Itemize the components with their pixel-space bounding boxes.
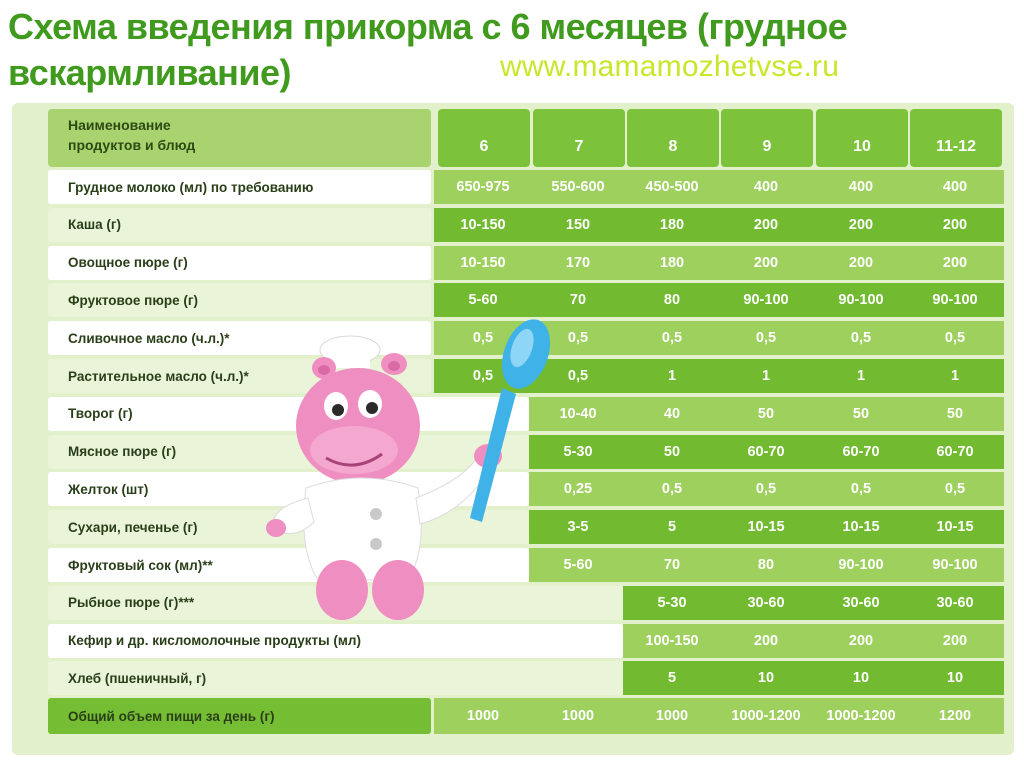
row-label: Сухари, печенье (г) [48, 510, 529, 544]
table-cell: 0,5 [812, 472, 910, 506]
page-title: Схема введения прикорма с 6 месяцев (грудное вскармливание) [8, 6, 848, 93]
table-cell: 200 [812, 624, 910, 658]
table-cell: 150 [529, 208, 627, 242]
row-label: Сливочное масло (ч.л.)* [48, 321, 431, 355]
total-cell: 1000-1200 [717, 698, 815, 734]
table-cell: 80 [717, 548, 815, 582]
table-cell: 30-60 [812, 586, 910, 620]
table-cell: 1 [717, 359, 815, 393]
month-header: 8 [627, 109, 719, 167]
table-cell: 550-600 [529, 170, 627, 204]
table-cell: 30-60 [717, 586, 815, 620]
table-cell: 5 [623, 661, 721, 695]
row-label: Рыбное пюре (г)*** [48, 586, 623, 620]
table-cell: 10 [906, 661, 1004, 695]
table-cell: 200 [906, 246, 1004, 280]
table-cell: 10-15 [812, 510, 910, 544]
table-cell: 0,5 [529, 359, 627, 393]
header-label-line: продуктов и блюд [68, 137, 196, 153]
row-label: Растительное масло (ч.л.)* [48, 359, 431, 393]
table-cell: 0,5 [906, 472, 1004, 506]
month-header: 7 [533, 109, 625, 167]
row-label: Творог (г) [48, 397, 529, 431]
table-cell: 70 [623, 548, 721, 582]
table-cell: 200 [906, 208, 1004, 242]
table-cell: 0,5 [906, 321, 1004, 355]
table-cell: 90-100 [906, 548, 1004, 582]
row-label: Хлеб (пшеничный, г) [48, 661, 623, 695]
pink-hippo-chef-icon [258, 318, 558, 628]
table-cell: 1 [812, 359, 910, 393]
table-cell: 10 [717, 661, 815, 695]
table-cell: 90-100 [812, 548, 910, 582]
table-cell: 0,5 [717, 472, 815, 506]
table-cell: 50 [623, 435, 721, 469]
table-cell: 0,5 [529, 321, 627, 355]
table-cell: 400 [717, 170, 815, 204]
table-cell: 200 [812, 246, 910, 280]
table-cell: 450-500 [623, 170, 721, 204]
table-cell: 0,5 [623, 472, 721, 506]
table-cell: 70 [529, 283, 627, 317]
table-cell: 90-100 [717, 283, 815, 317]
table-cell: 100-150 [623, 624, 721, 658]
row-label: Каша (г) [48, 208, 431, 242]
table-cell: 400 [906, 170, 1004, 204]
total-cell: 1000 [529, 698, 627, 734]
row-label: Кефир и др. кисломолочные продукты (мл) [48, 624, 623, 658]
table-cell: 10-150 [434, 246, 532, 280]
table-cell: 200 [717, 246, 815, 280]
row-label: Овощное пюре (г) [48, 246, 431, 280]
table-cell: 170 [529, 246, 627, 280]
table-cell: 180 [623, 208, 721, 242]
table-cell: 90-100 [906, 283, 1004, 317]
table-cell: 0,5 [812, 321, 910, 355]
table-cell: 50 [812, 397, 910, 431]
table-cell: 30-60 [906, 586, 1004, 620]
table-cell: 400 [812, 170, 910, 204]
header-label-line: Наименование [68, 117, 171, 133]
table-cell: 10-40 [529, 397, 627, 431]
table-cell: 60-70 [717, 435, 815, 469]
table-cell: 200 [717, 624, 815, 658]
table-cell: 200 [717, 208, 815, 242]
table-cell: 10-15 [717, 510, 815, 544]
table-cell: 5 [623, 510, 721, 544]
table-cell: 180 [623, 246, 721, 280]
total-cell: 1000-1200 [812, 698, 910, 734]
blue-spoon-icon [470, 318, 558, 522]
row-label: Фруктовый сок (мл)** [48, 548, 529, 582]
table-cell: 60-70 [906, 435, 1004, 469]
table-cell: 50 [717, 397, 815, 431]
table-cell: 5-60 [434, 283, 532, 317]
header-product-label [48, 109, 431, 167]
table-cell: 200 [906, 624, 1004, 658]
total-cell: 1000 [434, 698, 532, 734]
website-url: www.mamamozhetvse.ru [500, 50, 840, 83]
table-cell: 60-70 [812, 435, 910, 469]
month-header: 9 [721, 109, 813, 167]
total-cell: 1000 [623, 698, 721, 734]
table-cell: 0,5 [623, 321, 721, 355]
table-cell: 5-30 [623, 586, 721, 620]
month-header: 6 [438, 109, 530, 167]
table-cell: 50 [906, 397, 1004, 431]
total-cell: 1200 [906, 698, 1004, 734]
table-cell: 80 [623, 283, 721, 317]
table-cell: 40 [623, 397, 721, 431]
table-cell: 5-30 [529, 435, 627, 469]
row-label: Мясное пюре (г) [48, 435, 529, 469]
table-cell: 10 [812, 661, 910, 695]
month-header: 10 [816, 109, 908, 167]
month-header: 11-12 [910, 109, 1002, 167]
table-cell: 10-150 [434, 208, 532, 242]
row-label: Желток (шт) [48, 472, 529, 506]
table-cell: 0,5 [434, 359, 532, 393]
table-cell: 10-15 [906, 510, 1004, 544]
row-label: Грудное молоко (мл) по требованию [48, 170, 431, 204]
table-cell: 0,25 [529, 472, 627, 506]
table-cell: 0,5 [434, 321, 532, 355]
table-cell: 200 [812, 208, 910, 242]
total-label: Общий объем пищи за день (г) [48, 698, 431, 734]
table-cell: 5-60 [529, 548, 627, 582]
table-cell: 3-5 [529, 510, 627, 544]
table-cell: 1 [906, 359, 1004, 393]
row-label: Фруктовое пюре (г) [48, 283, 431, 317]
table-cell: 90-100 [812, 283, 910, 317]
table-cell: 650-975 [434, 170, 532, 204]
table-cell: 0,5 [717, 321, 815, 355]
table-cell: 1 [623, 359, 721, 393]
